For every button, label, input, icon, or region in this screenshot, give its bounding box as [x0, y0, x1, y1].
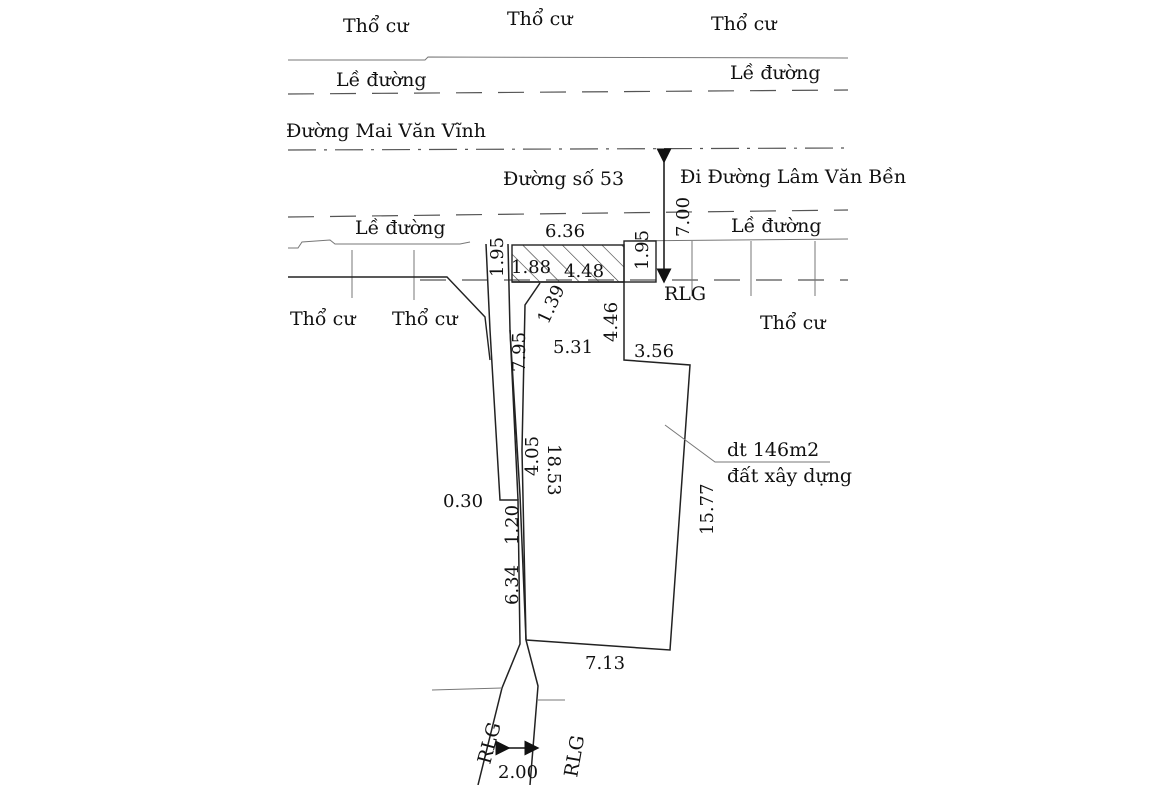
label-residential-top-right: Thổ cư [711, 13, 777, 35]
dim-step: 3.56 [634, 341, 675, 362]
dim-jog: 0.30 [443, 491, 484, 512]
label-rlg-top: RLG [664, 283, 707, 305]
dim-road-width: 7.00 [673, 196, 694, 237]
label-curb-top-left: Lề đường [336, 69, 427, 91]
label-land-use: đất xây dựng [727, 465, 853, 487]
dim-alley-lower: 6.34 [502, 564, 523, 605]
label-curb-bottom-left: Lề đường [355, 217, 446, 239]
label-residential-top-mid: Thổ cư [507, 8, 573, 30]
label-curb-bottom-right: Lề đường [731, 215, 822, 237]
label-residential-top-left: Thổ cư [343, 15, 409, 37]
centerline [288, 148, 848, 150]
dim-lot-left: 18.53 [543, 444, 564, 496]
lower-property-line-left [288, 240, 470, 248]
dim-left-front: 1.95 [487, 236, 508, 277]
dim-hatch-left: 1.88 [511, 257, 552, 278]
label-rlg-bottom-left: RLG [473, 719, 506, 767]
dim-alley-width: 2.00 [498, 762, 539, 783]
label-residential-left-1: Thổ cư [290, 308, 356, 330]
dim-right-side: 15.77 [697, 483, 718, 535]
label-curb-top-right: Lề đường [730, 62, 821, 84]
label-residential-left-2: Thổ cư [392, 308, 458, 330]
label-road-53: Đường số 53 [503, 168, 625, 190]
dim-alley-short: 1.20 [502, 504, 523, 545]
label-road-main: Đường Mai Văn Vĩnh [286, 120, 486, 142]
label-residential-right: Thổ cư [760, 312, 826, 334]
label-rlg-bottom-right: RLG [560, 733, 590, 779]
dim-alley-upper: 7.95 [509, 331, 530, 372]
lower-property-line-right [625, 239, 848, 241]
dim-front-top: 6.36 [545, 221, 586, 242]
alley-end-left [432, 688, 502, 690]
dim-diag: 1.39 [533, 281, 570, 328]
dim-right-front: 1.95 [632, 229, 653, 270]
label-direction: Đi Đường Lâm Văn Bền [680, 166, 907, 188]
dim-alley-mid: 4.05 [522, 435, 543, 476]
dim-inner-top: 5.31 [553, 337, 594, 358]
plot-outline [432, 241, 690, 785]
dim-hatch-bottom: 4.48 [564, 261, 605, 282]
top-property-line [288, 57, 848, 60]
dim-rear: 7.13 [585, 653, 626, 674]
label-area: dt 146m2 [727, 439, 820, 461]
dim-right-upper: 4.46 [601, 301, 622, 342]
